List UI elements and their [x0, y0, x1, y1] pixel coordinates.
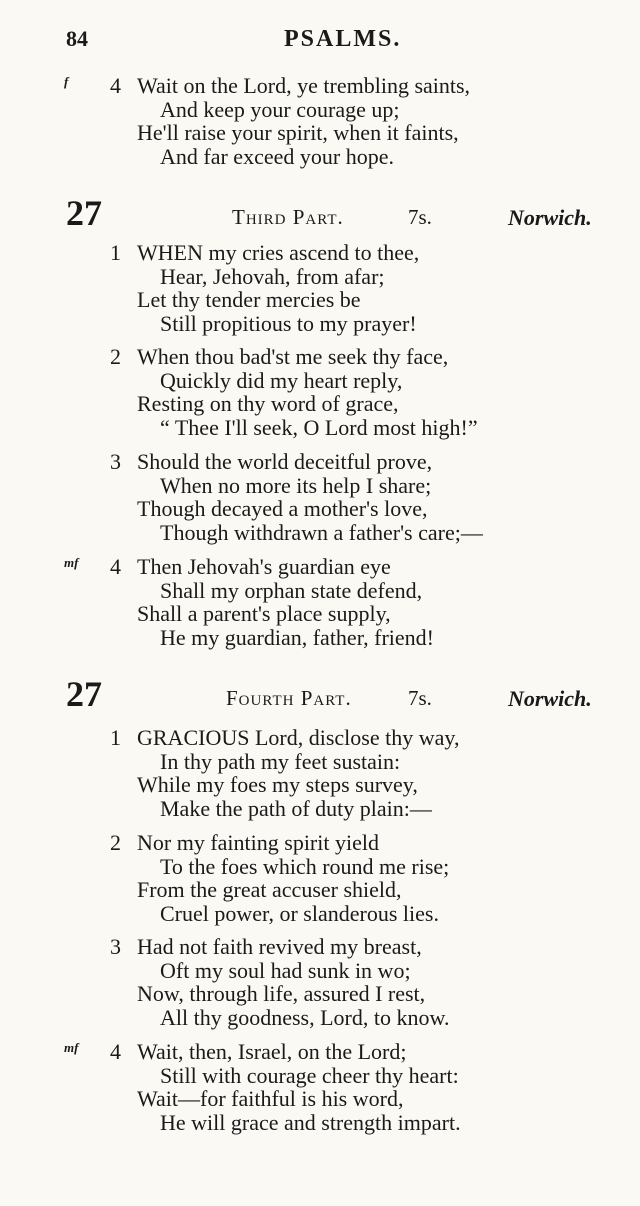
- stanza: [0, 345, 640, 439]
- dynamic-mark: mf: [64, 555, 79, 570]
- hymn-number: 27: [66, 193, 102, 233]
- verse-line: Cruel power, or slanderous lies.: [160, 900, 439, 926]
- running-head: PSALMS.: [284, 26, 402, 52]
- verse-line: Let thy tender mercies be: [137, 287, 361, 312]
- stanza: [0, 935, 640, 1029]
- verse-line: Oft my soul had sunk in wo;: [160, 957, 411, 983]
- verse-line: Resting on thy word of grace,: [137, 391, 399, 416]
- verse-line: And far exceed your hope.: [160, 143, 394, 169]
- verse-line: While my foes my steps survey,: [137, 772, 418, 797]
- verse-line: Then Jehovah's guardian eye: [137, 554, 391, 579]
- stanza-number: 3: [110, 934, 121, 959]
- hymn-part: Third Part.: [232, 205, 344, 229]
- hymn-part: Fourth Part.: [226, 686, 352, 710]
- verse-line: Had not faith revived my breast,: [137, 934, 422, 959]
- stanza-number: 2: [110, 344, 121, 369]
- tune-name: Norwich.: [508, 686, 592, 711]
- verse-line: Shall my orphan state defend,: [160, 577, 423, 603]
- tune-name: Norwich.: [508, 205, 592, 230]
- verse-line: In thy path my feet sustain:: [160, 748, 401, 774]
- stanza-number: 1: [110, 725, 121, 750]
- verse-line: WHEN my cries ascend to thee,: [137, 240, 420, 265]
- verse-line: Shall a parent's place supply,: [137, 601, 391, 626]
- verse-line: And keep your courage up;: [160, 96, 400, 122]
- verse-line: When thou bad'st me seek thy face,: [137, 344, 449, 369]
- verse-line: Wait on the Lord, ye trembling saints,: [137, 73, 471, 98]
- stanza-number: 4: [110, 73, 121, 98]
- page-number: 84: [66, 26, 88, 51]
- verse-line: Still with courage cheer thy heart:: [160, 1062, 459, 1088]
- verse-line: All thy goodness, Lord, to know.: [160, 1004, 450, 1030]
- verse-line: Nor my fainting spirit yield: [137, 830, 379, 855]
- verse-line: He will grace and strength impart.: [160, 1109, 461, 1135]
- verse-line: Now, through life, assured I rest,: [137, 981, 426, 1006]
- hymn-number: 27: [66, 674, 102, 714]
- stanza: [0, 831, 640, 925]
- verse-line: To the foes which round me rise;: [160, 853, 450, 879]
- verse-line: “ Thee I'll seek, O Lord most high!”: [160, 414, 478, 440]
- verse-line: Though decayed a mother's love,: [137, 496, 428, 521]
- verse-line: He my guardian, father, friend!: [160, 624, 435, 650]
- stanza-number: 4: [110, 1039, 121, 1064]
- hymn-meter: 7s.: [408, 686, 432, 710]
- stanza: [0, 555, 640, 649]
- dynamic-mark: mf: [64, 1040, 79, 1055]
- verse-line: Though withdrawn a father's care;—: [160, 519, 483, 545]
- stanza: [0, 74, 640, 168]
- stanza: [0, 1040, 640, 1134]
- verse-line: Wait, then, Israel, on the Lord;: [137, 1039, 407, 1064]
- verse-line: Hear, Jehovah, from afar;: [160, 263, 385, 289]
- verse-line: GRACIOUS Lord, disclose thy way,: [137, 725, 460, 750]
- verse-line: From the great accuser shield,: [137, 877, 402, 902]
- dynamic-mark: f: [64, 74, 69, 89]
- stanza-number: 4: [110, 554, 121, 579]
- verse-line: Still propitious to my prayer!: [160, 310, 417, 336]
- verse-line: He'll raise your spirit, when it faints,: [137, 120, 459, 145]
- verse-line: Quickly did my heart reply,: [160, 367, 403, 393]
- verse-line: Wait—for faithful is his word,: [137, 1086, 404, 1111]
- stanza: [0, 241, 640, 335]
- hymn-heading: [0, 195, 640, 235]
- stanza: [0, 450, 640, 544]
- hymn-heading: [0, 676, 640, 716]
- stanza-number: 2: [110, 830, 121, 855]
- verse-line: When no more its help I share;: [160, 472, 432, 498]
- stanza: [0, 726, 640, 820]
- hymn-meter: 7s.: [408, 205, 432, 229]
- stanza-number: 3: [110, 449, 121, 474]
- verse-line: Make the path of duty plain:—: [160, 795, 432, 821]
- verse-line: Should the world deceitful prove,: [137, 449, 433, 474]
- stanza-number: 1: [110, 240, 121, 265]
